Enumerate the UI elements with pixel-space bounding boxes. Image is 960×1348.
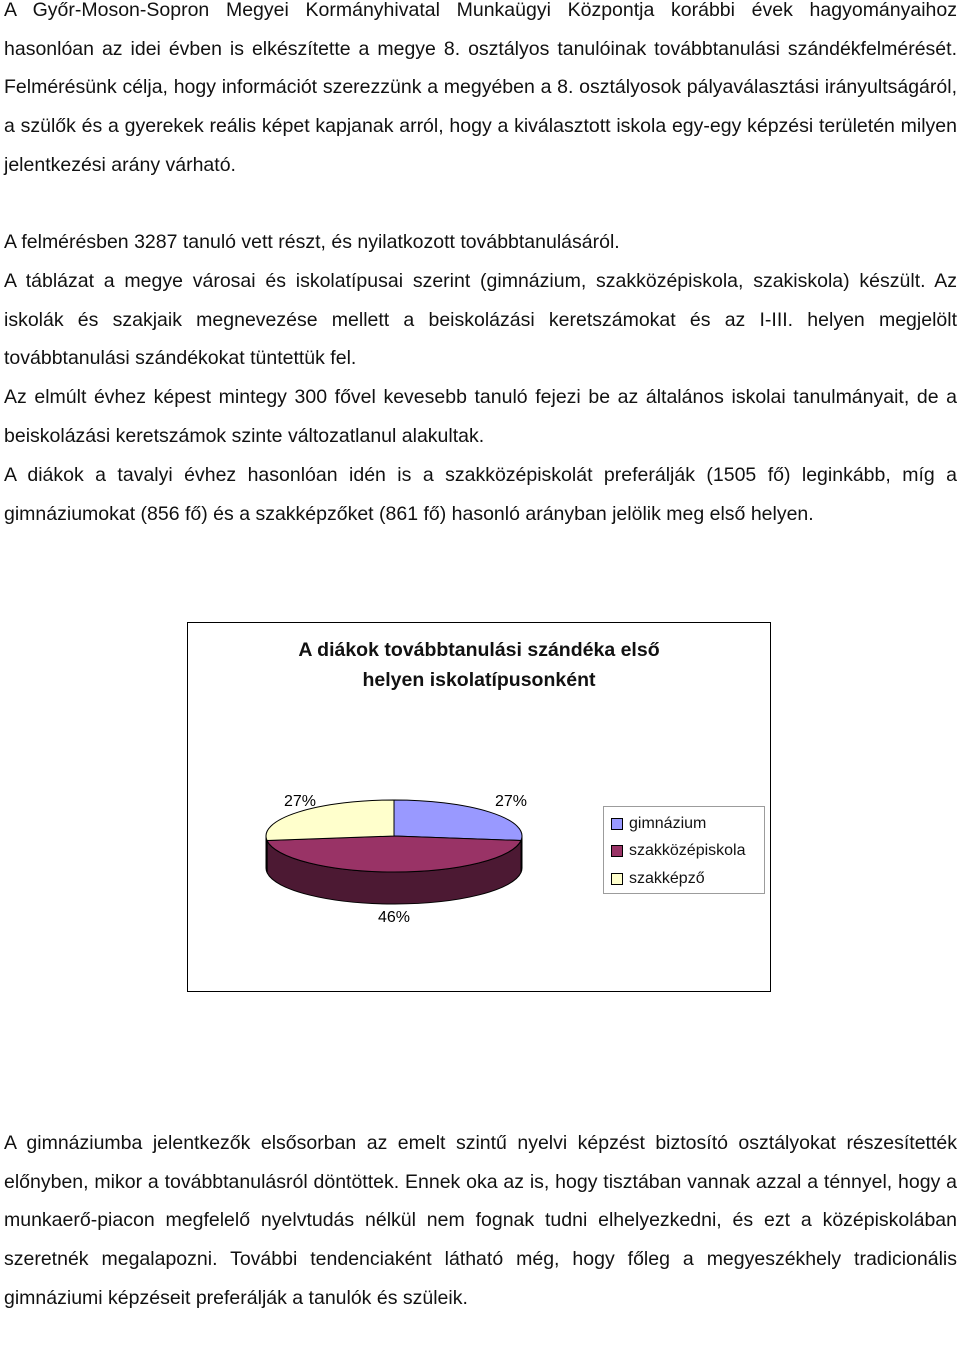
legend-item-szakkepzo — [611, 868, 705, 890]
preference-paragraph: A diákok a tavalyi évhez hasonlóan idén is a szakközépiskolát preferálják (1505 fő) leginkább, míg a gimnáziumokat (856 fő) és a szakképzőket (861 fő) hasonló arányban jelölik meg első helyen. — [4, 464, 957, 525]
pie-chart-frame — [187, 622, 771, 992]
enrollment-paragraph: Az elmúlt évhez képest mintegy 300 fővel kevesebb tanuló fejezi be az általános iskolai tanulmányait, de a beiskolázási keretszámok szinte változatlanul alakultak. — [4, 386, 957, 447]
participants-paragraph: A felmérésben 3287 tanuló vett részt, és nyilatkozott továbbtanulásáról. — [4, 231, 620, 253]
legend-swatch-gimnazium — [611, 818, 623, 830]
pie-label-szakközépiskola: 46% — [377, 909, 411, 926]
table-description-paragraph: A táblázat a megye városai és iskolatípusai szerint (gimnázium, szakközépiskola, szakiskola) készült. Az iskolák és szakjaik megnevezése mellett a beiskolázási keretszámokat és az I-III. helyen megjelölt továbbtanulási szándékokat tüntettük fel. — [4, 270, 957, 370]
legend-swatch-szakkepzo — [611, 873, 623, 885]
legend-item-gimnazium — [611, 813, 706, 835]
chart-title-line-2: helyen iskolatípusonként — [362, 669, 596, 691]
legend-item-szakkozepiskola — [611, 840, 746, 862]
intro-paragraph: A Győr-Moson-Sopron Megyei Kormányhivatal Munkaügyi Központja korábbi évek hagyományaihoz hasonlóan az idei évben is elkészítette a megye 8. osztályos tanulóinak továbbtanulási szándékfelmérését. Felmérésünk célja, hogy információt szerezzünk a megyében a 8. osztályosok pályaválasztási irányultságáról, a szülők és a gyerekek reális képet kapjanak arról, hogy a kiválasztott iskola egy-egy képzési területén milyen jelentkezési arány várható. — [4, 0, 957, 176]
legend-swatch-szakkozepiskola — [611, 845, 623, 857]
pie-label-szakképző: 27% — [283, 793, 317, 810]
pie-side-szakképző-0 — [266, 836, 267, 872]
legend-label-gimnazium: gimnázium — [629, 815, 707, 832]
chart-legend — [603, 806, 765, 894]
legend-label-szakkepzo: szakképző — [629, 870, 705, 887]
chart-title-line-1: A diákok továbbtanulási szándéka első — [298, 639, 660, 661]
legend-label-szakkozepiskola: szakközépiskola — [629, 842, 746, 859]
pie-label-gimnázium: 27% — [494, 793, 528, 810]
closing-paragraph: A gimnáziumba jelentkezők elsősorban az emelt szintű nyelvi képzést biztosító osztályokat részesítették előnyben, mikor a továbbtanulásról döntöttek. Ennek oka az is, hogy tisztában vannak azzal a ténnyel, hogy a munkaerő-piacon megfelelő nyelvtudás nélkül nem fognak tudni elhelyezkedni, és ezt a középiskolában szeretnék megalapozni. További tendenciaként látható még, hogy főleg a megyeszékhely tradicionális gimnáziumi képzéseit preferálják a tanulók és szüleik. — [4, 1132, 957, 1309]
